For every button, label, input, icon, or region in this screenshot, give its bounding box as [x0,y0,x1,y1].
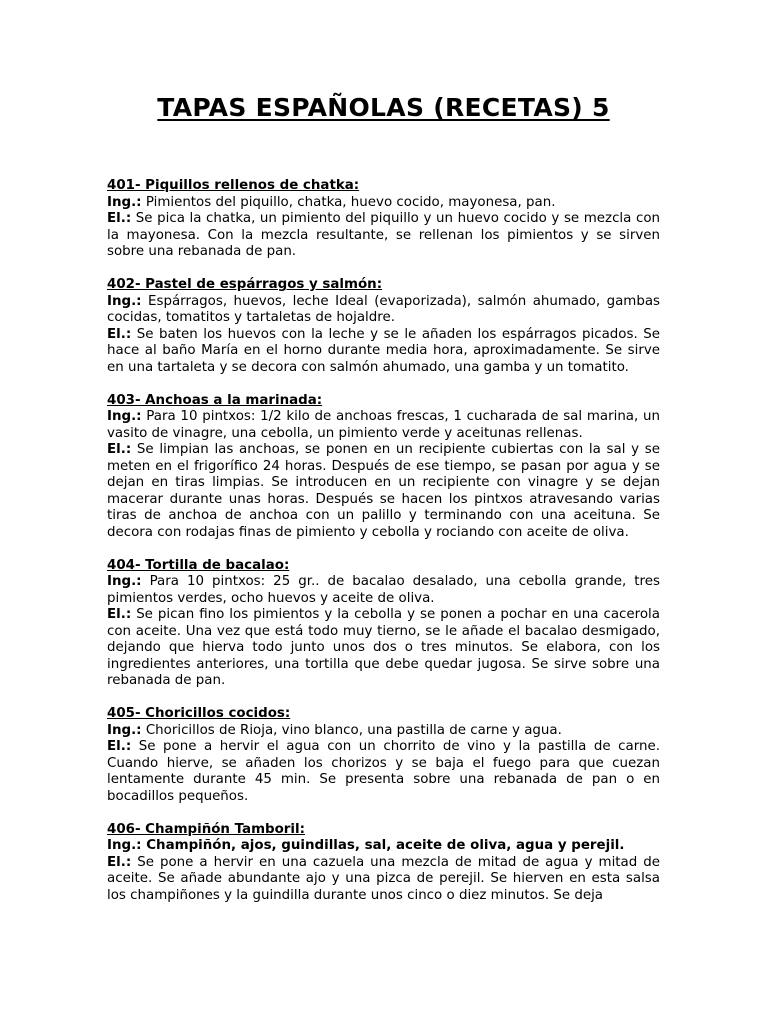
preparation-label: El.: [107,211,132,226]
recipe-401 [107,178,660,261]
ingredients-label: Ing.: [107,194,142,210]
recipe-preparation [107,607,660,690]
preparation-text: Se pican fino los pimientos y la cebolla y se ponen a pochar en una cacerola con aceite. Una vez que está todo muy tierno, se le añade el bacalao desmigado, dejando que hierva todo junto unos dos o tres minutos. Se elabora, con los ingredientes anteriores, una tortilla que debe quedar jugosa. Se sirve sobre una rebanada de pan. [107,607,660,688]
preparation-label: El.: [107,607,132,622]
document-title: TAPAS ESPAÑOLAS (RECETAS) 5 [157,93,610,122]
ingredients-text: Para 10 pintxos: 1/2 kilo de anchoas frescas, 1 cucharada de sal marina, un vasito de vinagre, una cebolla, un pimiento verde y aceitunas rellenas. [107,409,660,441]
recipe-title: 405- Choricillos cocidos: [107,706,291,721]
preparation-text: Se pone a hervir el agua con un chorrito de vino y la pastilla de carne. Cuando hierve, se añaden los chorizos y se baja el fuego para que cuezan lentamente durante 45 min. Se presenta sobre una rebanada de pan o en bocadillos pequeños. [107,739,660,804]
preparation-text: Se baten los huevos con la leche y se le añaden los espárragos picados. Se hace al baño María en el horno durante media hora, aproximadamente. Se sirve en una tartaleta y se decora con salmón ahumado, una gamba y un tomatito. [107,326,660,375]
ingredients-label: Ing.: [107,574,142,589]
ingredients-label: Ing.: [107,293,142,309]
preparation-label: El.: [107,442,132,457]
recipe-title: 404- Tortilla de bacalao: [107,557,290,573]
preparation-label: El.: [107,854,132,870]
recipe-preparation [107,211,660,261]
recipe-405 [107,706,660,805]
recipe-ingredients [107,574,660,607]
recipe-ingredients [107,294,660,327]
ingredients-text: Choricillos de Rioja, vino blanco, una pastilla de carne y agua. [145,722,562,738]
recipe-list [107,178,660,921]
recipe-ingredients [107,195,660,212]
recipe-preparation [107,442,660,541]
recipe-preparation [107,327,660,377]
recipe-title: 403- Anchoas a la marinada: [107,392,323,408]
recipe-title: 401- Piquillos rellenos de chatka: [107,178,360,193]
recipe-title: 402- Pastel de espárragos y salmón: [107,277,383,292]
preparation-text: Se pone a hervir en una cazuela una mezcla de mitad de agua y mitad de aceite. Se añade abundante ajo y una pizca de perejil. Se hierven en esta salsa los champiñones y la guindilla durante unos cinco o diez minutos. Se deja [107,854,660,903]
recipe-preparation [107,739,660,805]
recipe-ingredients [107,838,660,855]
ingredients-text: Para 10 pintxos: 25 gr.. de bacalao desalado, una cebolla grande, tres pimientos verdes, ocho huevos y aceite de oliva. [107,574,660,606]
recipe-title: 406- Champiñón Tamboril: [107,821,305,837]
recipe-402 [107,277,660,376]
preparation-text: Se limpian las anchoas, se ponen en un recipiente cubiertas con la sal y se meten en el frigorífico 24 horas. Después de ese tiempo, se pasan por agua y se dejan en tiras limpias. Se introducen en un recipiente con vinagre y se dejan macerar durante unas horas. Después se hacen los pintxos atravesando varias tiras de anchoa de anchoa con un palillo y terminando con una aceituna. Se decora con rodajas finas de pimiento y cebolla y rociando con aceite de oliva. [107,442,661,540]
ingredients-text: Champiñón, ajos, guindillas, sal, aceite de oliva, agua y perejil. [146,838,625,853]
ingredients-label: Ing.: [107,722,142,738]
preparation-text: Se pica la chatka, un pimiento del piquillo y un huevo cocido y se mezcla con la mayonesa. Con la mezcla resultante, se rellenan los pimientos y se sirven sobre una rebanada de pan. [107,211,660,259]
recipe-ingredients [107,723,660,740]
ingredients-text: Espárragos, huevos, leche Ideal (evaporizada), salmón ahumado, gambas cocidas, tomatitos y tartaletas de hojaldre. [107,293,660,325]
preparation-label: El.: [107,739,132,754]
recipe-406 [107,822,660,905]
preparation-label: El.: [107,326,132,342]
recipe-403 [107,393,660,542]
ingredients-text: Pimientos del piquillo, chatka, huevo cocido, mayonesa, pan. [145,194,556,210]
ingredients-label: Ing.: [107,838,142,853]
ingredients-label: Ing.: [107,409,142,424]
recipe-ingredients [107,409,660,442]
recipe-preparation [107,855,660,905]
recipe-404 [107,558,660,690]
